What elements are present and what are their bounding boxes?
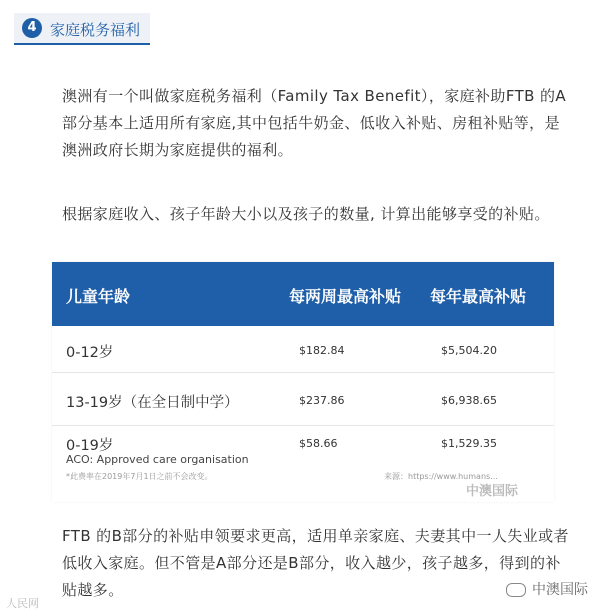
brand-watermark bbox=[506, 579, 588, 599]
table-footnote: *此费率在2019年7月1日之前不会改变。 bbox=[66, 472, 213, 481]
header-fortnightly-max: 每两周最高补贴 bbox=[289, 287, 402, 306]
brand-watermark-text: 中澳国际 bbox=[532, 582, 588, 598]
table-source: 来源：https://www.humans... bbox=[384, 472, 498, 481]
row-age: 13-19岁（在全日制中学） bbox=[66, 395, 239, 411]
table-row bbox=[52, 326, 554, 372]
source-watermark: 人民网 bbox=[6, 597, 39, 610]
row-age: 0-12岁 bbox=[66, 345, 114, 361]
table-watermark: 中澳国际 bbox=[466, 484, 519, 499]
paragraph-calculation: 根据家庭收入、孩子年龄大小以及孩子的数量, 计算出能够享受的补贴。 bbox=[62, 205, 550, 223]
header-yearly-max: 每年最高补贴 bbox=[430, 287, 527, 306]
row-fortnightly: $237.86 bbox=[299, 394, 345, 407]
row-fortnightly: $182.84 bbox=[299, 344, 345, 357]
section-header bbox=[14, 13, 150, 43]
row-fortnightly: $58.66 bbox=[299, 437, 338, 450]
row-yearly: $5,504.20 bbox=[441, 344, 497, 357]
table-row bbox=[52, 426, 554, 456]
row-age: 0-19岁 bbox=[66, 438, 114, 454]
section-underline bbox=[14, 43, 150, 45]
section-number-badge: 4 bbox=[22, 18, 42, 38]
paragraph-ftb-b: FTB 的B部分的补贴申领要求更高，适用单亲家庭、夫妻其中一人失业或者低收入家庭。但不管是A部分还是B部分，收入越少，孩子越多，得到的补贴越多。 bbox=[62, 527, 569, 599]
aco-note: ACO: Approved care organisation bbox=[66, 453, 249, 466]
header-child-age: 儿童年龄 bbox=[66, 287, 131, 306]
row-yearly: $6,938.65 bbox=[441, 394, 497, 407]
section-title: 家庭税务福利 bbox=[50, 21, 141, 39]
table-header bbox=[52, 262, 554, 326]
paragraph-ftb-a: 澳洲有一个叫做家庭税务福利（Family Tax Benefit），家庭补助FTB 的A部分基本上适用所有家庭,其中包括牛奶金、低收入补贴、房租补贴等，是澳洲政府长期为家庭提供的福利。 bbox=[62, 87, 567, 159]
benefit-table bbox=[52, 262, 554, 502]
row-yearly: $1,529.35 bbox=[441, 437, 497, 450]
table-row bbox=[52, 373, 554, 425]
wechat-icon bbox=[506, 583, 526, 597]
